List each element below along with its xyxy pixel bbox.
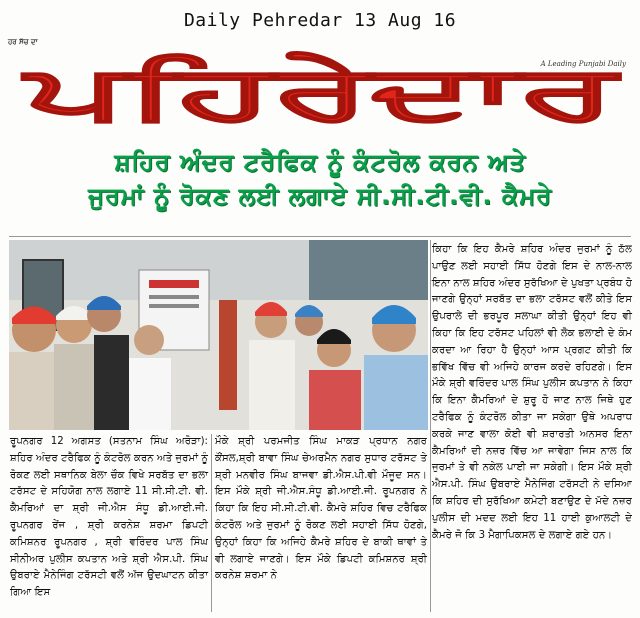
logo-text: ਪਹਿਰੇਦਾਰ — [21, 50, 621, 128]
newspaper-logo — [16, 48, 626, 128]
news-photo — [9, 240, 428, 430]
divider — [9, 236, 631, 237]
headline-line-2: ਜੁਰਮਾਂ ਨੂੰ ਰੋਕਣ ਲਈ ਲਗਾਏ ਸੀ.ਸੀ.ਟੀ.ਵੀ. ਕੈਮਰੇ — [88, 182, 552, 210]
article-column-3: ਕਿਹਾ ਕਿ ਇਹ ਕੈਮਰੇ ਸ਼ਹਿਰ ਅੰਦਰ ਜੁਰਮਾਂ ਨੂੰ ਠੱਲ ਪਾਉਣ ਲਈ ਸਹਾਈ ਸਿੱਧ ਹੋਣਗੇ ਇਸ ਦੇ ਨਾਲ-ਨਾਲ ਇਨਾ ਨਾਲ ਸ਼ਹਿਰ ਅੰਦਰ ਸੁਰੱਖਿਆ ਦੇ ਪੁਖਤਾ ਪ੍ਰਬੰਧ ਹੋ ਜਾਣਗੇ ਉਨ੍ਹਾਂ ਸਰਬੱਤ ਦਾ ਭਲਾ ਟਰੱਸਟ ਵਲੋਂ ਕੀਤੇ ਇਸ ਉਪਰਾਲੇ ਦੀ ਭਰਪੂਰ ਸਲਾਘਾ ਕੀਤੀ ਉਨ੍ਹਾਂ ਇਹ ਵੀ ਕਿਹਾ ਕਿ ਇਹ ਟਰੱਸਟ ਪਹਿਲਾਂ ਵੀ ਲੋਕ ਭਲਾਈ ਦੇ ਕੰਮ ਕਰਦਾ ਆ ਰਿਹਾ ਹੈ ਉਨ੍ਹਾਂ ਆਸ ਪ੍ਰਗਟ ਕੀਤੀ ਕਿ ਭਵਿੱਖ ਵਿੱਚ ਵੀ ਅਜਿਹੇ ਕਾਰਜ ਕਰਦੇ ਰਹਿਣਗੇ। ਇਸ ਮੌਕੇ ਸ਼੍ਰੀ ਵਰਿੰਦਰ ਪਾਲ ਸਿੰਘ ਪੁਲੀਸ ਕਪਤਾਨ ਨੇ ਕਿਹਾ ਕਿ ਇਨਾ ਕੈਮਰਿਆਂ ਦੇ ਸ਼ੁਰੂ ਹੋ ਜਾਣ ਨਾਲ ਜਿਥੇ ਹੁਣ ਟਰੈਫਿਕ ਨੂੰ ਕੰਟਰੋਲ ਕੀਤਾ ਜਾ ਸਕੇਗਾ ਉਥੇ ਅਪਰਾਧ ਕਰਕੇ ਜਾਣ ਵਾਲਾ ਕੋਈ ਵੀ ਸ਼ਰਾਰਤੀ ਅਨਸਰ ਇਨਾ ਕੈਮਰਿਆਂ ਦੀ ਨਜ਼ਰ ਵਿੱਚ ਆ ਜਾਵੇਗਾ ਜਿਸ ਨਾਲ ਕਿ ਜੁਰਮਾਂ ਤੇ ਵੀ ਨਕੇਲ ਪਾਈ ਜਾ ਸਕੇਗੀ। ਇਸ ਮੌਕੇ ਸ਼੍ਰੀ ਐਸ.ਪੀ. ਸਿੰਘ ਉਬਰਾਏ ਮੈਨੇਜਿੰਗ ਟਰੱਸਟੀ ਨੇ ਦਸਿਆ ਕਿ ਸ਼ਹਿਰ ਦੀ ਸੁਰੱਖਿਆ ਕਮੇਟੀ ਬਣਾਉਣ ਦੇ ਮੱਦੇ ਨਜ਼ਰ ਪੁਲੀਸ ਦੀ ਮਦਦ ਲਈ ਇਹ 11 ਹਾਈ ਕੁਆਲਟੀ ਦੇ ਕੈਮਰੇ ਜੋ ਕਿ 3 ਮੈਗਾਪਿਕਸਲ ਦੇ ਲਗਾਏ ਗਏ ਹਨ। — [432, 244, 632, 541]
masthead-tagline: ਹਰ ਸੱਚ ਦਾ — [8, 38, 38, 46]
column-divider-2 — [211, 434, 212, 612]
article-column-1: ਰੂਪਨਗਰ 12 ਅਗਸਤ (ਸਤਨਾਮ ਸਿੰਘ ਅਰੋੜਾ): ਸ਼ਹਿਰ ਅੰਦਰ ਟਰੈਫਿਕ ਨੂੰ ਕੰਟਰੋਲ ਕਰਨ ਅਤੇ ਜੁਰਮਾਂ ਨੂੰ ਰੋਕਣ ਲਈ ਸਥਾਨਿਕ ਬੇਲਾ ਚੌਕ ਵਿਖੇ ਸਰਬੱਤ ਦਾ ਭਲਾ ਟਰੱਸਟ ਦੇ ਸਹਿਯੋਗ ਨਾਲ ਲਗਾਏ 11 ਸੀ.ਸੀ.ਟੀ. ਵੀ. ਕੈਮਰਿਆਂ ਦਾ ਸ਼੍ਰੀ ਜੀ.ਐਸ ਸੰਧੂ ਡੀ.ਆਈ.ਜੀ. ਰੂਪਨਗਰ ਰੇਂਜ , ਸ਼੍ਰੀ ਕਰਨੇਸ਼ ਸ਼ਰਮਾ ਡਿਪਟੀ ਕਮਿਸ਼ਨਰ ਰੂਪਨਗਰ , ਸ਼੍ਰੀ ਵਰਿੰਦਰ ਪਾਲ ਸਿੰਘ ਸੀਨੀਅਰ ਪੁਲੀਸ ਕਪਤਾਨ ਅਤੇ ਸ਼੍ਰੀ ਐਸ.ਪੀ. ਸਿੰਘ ਉਬਰਾਏ ਮੈਨੇਜਿੰਗ ਟਰੱਸਟੀ ਵਲੋਂ ਅੱਜ ਉਦਘਾਟਨ ਕੀਤਾ ਗਿਆ ਇਸ — [10, 436, 208, 599]
photo-illustration — [9, 240, 428, 430]
column-divider — [430, 240, 431, 612]
page-caption: Daily Pehredar 13 Aug 16 — [183, 10, 457, 31]
newspaper-masthead — [8, 38, 632, 130]
masthead-subtitle: A Leading Punjabi Daily — [540, 60, 626, 68]
headline-line-1: ਸ਼ਹਿਰ ਅੰਦਰ ਟਰੈਫਿਕ ਨੂੰ ਕੰਟਰੋਲ ਕਰਨ ਅਤੇ — [114, 148, 526, 176]
article-column-2: ਮੌਕੇ ਸ਼੍ਰੀ ਪਰਮਜੀਤ ਸਿੰਘ ਮਾਕੜ ਪ੍ਰਧਾਨ ਨਗਰ ਕੌਂਸਲ,ਸ਼੍ਰੀ ਬਾਵਾ ਸਿੰਘ ਚੇਅਰਮੈਨ ਨਗਰ ਸੁਧਾਰ ਟਰੱਸਟ ਤੇ ਸ਼੍ਰੀ ਮਨਵੀਰ ਸਿੰਘ ਬਾਜਵਾ ਡੀ.ਐਸ.ਪੀ.ਵੀ ਮੌਜੂਦ ਸਨ। ਇਸ ਮੌਕੇ ਸ਼੍ਰੀ ਜੀ.ਐਸ.ਸੰਧੂ ਡੀ.ਆਈ.ਜੀ. ਰੂਪਨਗਰ ਨੇ ਕਿਹਾ ਕਿ ਇਹ ਸੀ.ਸੀ.ਟੀ.ਵੀ. ਕੈਮਰੇ ਸ਼ਹਿਰ ਵਿਚ ਟਰੈਫਿਕ ਕੰਟਰੋਲ ਅਤੇ ਜੁਰਮਾਂ ਨੂੰ ਰੋਕਣ ਲਈ ਸਹਾਈ ਸਿੱਧ ਹੋਣਗੇ, ਉਨ੍ਹਾਂ ਕਿਹਾ ਕਿ ਅਜਿਹੇ ਕੈਮਰੇ ਸ਼ਹਿਰ ਦੇ ਬਾਕੀ ਥਾਵਾਂ ਤੇ ਵੀ ਲਗਾਏ ਜਾਣਗੇ। ਇਸ ਮੌਕੇ ਡਿਪਟੀ ਕਮਿਸ਼ਨਰ ਸ਼੍ਰੀ ਕਰਨੇਸ਼ ਸ਼ਰਮਾ ਨੇ — [215, 436, 427, 582]
